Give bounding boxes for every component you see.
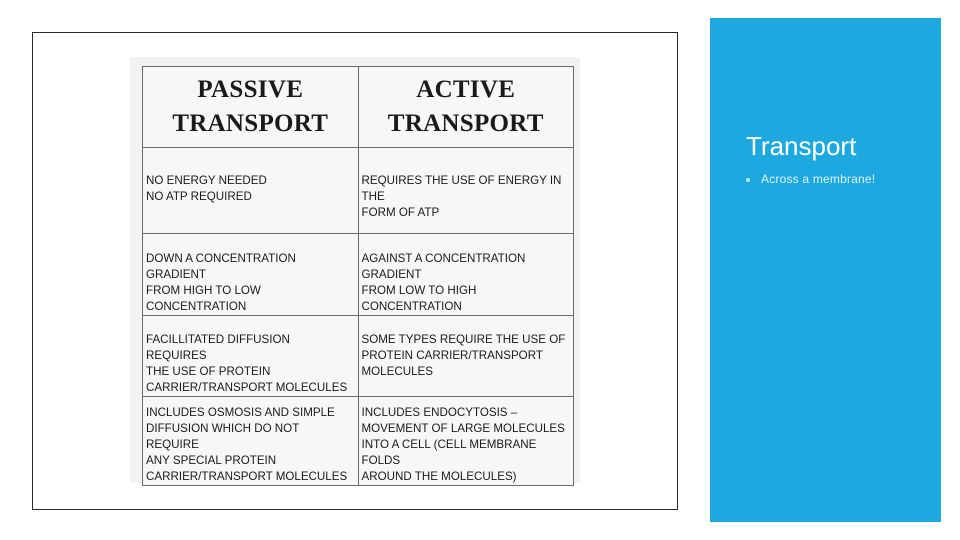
comparison-table — [142, 66, 574, 486]
table-row — [143, 316, 574, 397]
header-passive-transport: PASSIVE TRANSPORT — [143, 67, 359, 148]
bullet-text: Across a membrane! — [761, 172, 876, 186]
title-panel — [710, 18, 941, 522]
header-active-transport: ACTIVE TRANSPORT — [358, 67, 574, 148]
bullet-dot-icon — [746, 178, 750, 182]
table-row — [143, 148, 574, 234]
bullet-item — [746, 172, 875, 186]
table-cell: AGAINST A CONCENTRATION GRADIENT FROM LOW TO HIGH CONCENTRATION — [358, 234, 574, 316]
table-cell: DOWN A CONCENTRATION GRADIENT FROM HIGH TO LOW CONCENTRATION — [143, 234, 359, 316]
table-cell: REQUIRES THE USE OF ENERGY IN THE FORM OF ATP — [358, 148, 574, 234]
table-row — [143, 234, 574, 316]
table-cell: NO ENERGY NEEDED NO ATP REQUIRED — [143, 148, 359, 234]
table-row — [143, 397, 574, 486]
table-header-row — [143, 67, 574, 148]
comparison-table-image — [130, 57, 580, 483]
slide-title: Transport — [746, 131, 857, 161]
table-cell: INCLUDES OSMOSIS AND SIMPLE DIFFUSION WHICH DO NOT REQUIRE ANY SPECIAL PROTEIN CARRIER/TRANSPORT MOLECULES — [143, 397, 359, 486]
table-cell: INCLUDES ENDOCYTOSIS – MOVEMENT OF LARGE MOLECULES INTO A CELL (CELL MEMBRANE FOLDS AROUND THE MOLECULES) — [358, 397, 574, 486]
table-cell: FACILLITATED DIFFUSION REQUIRES THE USE OF PROTEIN CARRIER/TRANSPORT MOLECULES — [143, 316, 359, 397]
table-cell: SOME TYPES REQUIRE THE USE OF PROTEIN CARRIER/TRANSPORT MOLECULES — [358, 316, 574, 397]
